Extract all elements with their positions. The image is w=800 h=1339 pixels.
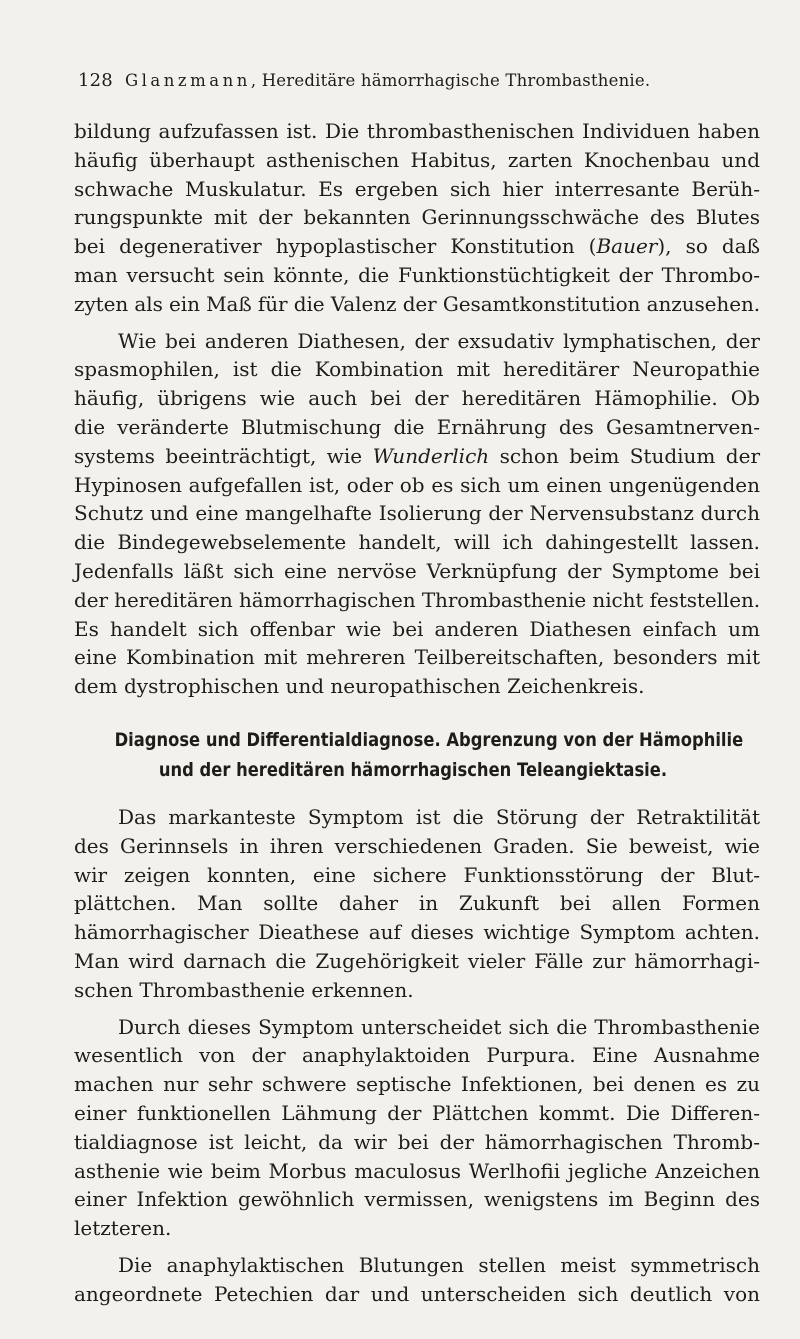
text-line: Die anaphylaktischen Blutungen stellen meist symmetrisch — [118, 1252, 760, 1277]
text-line: dem dystrophischen und neuropathischen Zeichenkreis. — [74, 674, 645, 699]
text-line: wesentlich von der anaphylaktoiden Purpura. Eine Ausnahme — [74, 1043, 760, 1068]
text-line: angeordnete Petechien dar und unterscheiden sich deutlich von — [74, 1281, 760, 1306]
text-line: häufig überhaupt asthenischen Habitus, zarten Knochenbau und — [74, 147, 760, 172]
text-line: Hypinosen aufgefallen ist, oder ob es sich um einen ungenügenden — [74, 472, 760, 497]
paragraph-4 — [74, 1013, 760, 1243]
text-line: bildung aufzufassen ist. Die thrombasthenischen Individuen haben — [74, 119, 760, 143]
text-line: Das markanteste Symptom ist die Störung der Retraktilität — [118, 804, 760, 829]
text-segment: bei degenerativer hypoplastischer Konstitution ( — [74, 234, 597, 259]
paragraph-1 — [74, 117, 760, 319]
text-line: häufig, übrigens wie auch bei der hereditären Hämophilie. Ob — [74, 386, 760, 411]
text-line: einer Infektion gewöhnlich vermissen, wenigstens im Beginn des — [74, 1187, 760, 1212]
text-segment: systems beeinträchtigt, wie — [74, 443, 373, 468]
text-line: Wie bei anderen Diathesen, der exsudativ lymphatischen, der — [118, 328, 760, 353]
text-line: tialdiagnose ist leicht, da wir bei der hämorrhagischen Thromb- — [74, 1129, 760, 1154]
text-line: plättchen. Man sollte daher in Zukunft bei allen Formen — [74, 891, 760, 916]
running-head-author: Glanzmann — [124, 71, 251, 90]
author-citation: Bauer — [596, 234, 658, 259]
text-line: die veränderte Blutmischung die Ernährung des Gesamtnerven- — [74, 414, 760, 439]
text-line: Es handelt sich offenbar wie bei anderen Diathesen einfach um — [74, 616, 760, 641]
text-line: rungspunkte mit der bekannten Gerinnungsschwäche des Blutes — [74, 205, 760, 230]
text-segment: ), so daß — [657, 234, 760, 259]
text-line: man versucht sein könnte, die Funktionstüchtigkeit der Thrombo- — [74, 262, 760, 287]
text-line: zyten als ein Maß für die Valenz der Gesamtkonstitution anzusehen. — [74, 291, 761, 316]
text-line: spasmophilen, ist die Kombination mit hereditärer Neuropathie — [74, 357, 760, 382]
text-line: machen nur sehr schwere septische Infektionen, bei denen es zu — [74, 1072, 760, 1097]
section-heading-line: Diagnose und Differentialdiagnose. Abgrenzung von der Hämophilie — [114, 728, 744, 751]
text-line: Man wird darnach die Zugehörigkeit vieler Fälle zur hämorrhagi- — [74, 948, 760, 973]
text-line: asthenie wie beim Morbus maculosus Werlhofii jegliche Anzeichen — [74, 1158, 760, 1183]
text-line: einer funktionellen Lähmung der Plättchen kommt. Die Differen- — [74, 1100, 760, 1125]
text-segment: schon beim Studium der — [489, 443, 761, 468]
running-head — [78, 70, 760, 91]
text-line: schen Thrombasthenie erkennen. — [74, 977, 414, 1002]
text-line: der hereditären hämorrhagischen Thrombasthenie nicht feststellen. — [74, 587, 761, 612]
page-number: 128 — [78, 70, 113, 91]
text-line: des Gerinnsels in ihren verschiedenen Graden. Sie beweist, wie — [74, 833, 760, 858]
text-line — [74, 442, 760, 471]
paragraph-5 — [74, 1251, 760, 1309]
text-line: wir zeigen konnten, eine sichere Funktionsstörung der Blut- — [74, 862, 760, 887]
text-line — [74, 232, 760, 261]
text-line: Schutz und eine mangelhafte Isolierung der Nervensubstanz durch — [74, 501, 760, 526]
paragraph-2 — [74, 327, 760, 701]
text-line: Durch dieses Symptom unterscheidet sich die Thrombasthenie — [118, 1014, 760, 1039]
text-line: letzteren. — [74, 1216, 172, 1241]
running-head-title: , Hereditäre hämorrhagische Thrombasthenie. — [250, 71, 651, 90]
section-heading-line: und der hereditären hämorrhagischen Teleangiektasie. — [158, 758, 668, 781]
text-line: schwache Muskulatur. Es ergeben sich hier interresante Berüh- — [74, 176, 760, 201]
paragraph-3 — [74, 803, 760, 1005]
author-citation: Wunderlich — [372, 443, 490, 468]
section-heading — [114, 725, 744, 785]
text-line: Jedenfalls läßt sich eine nervöse Verknüpfung der Symptome bei — [74, 558, 760, 583]
text-line: eine Kombination mit mehreren Teilbereitschaften, besonders mit — [74, 645, 760, 670]
text-line: die Bindegewebselemente handelt, will ich dahingestellt lassen. — [74, 530, 760, 555]
text-line: hämorrhagischer Dieathese auf dieses wichtige Symptom achten. — [74, 920, 760, 945]
